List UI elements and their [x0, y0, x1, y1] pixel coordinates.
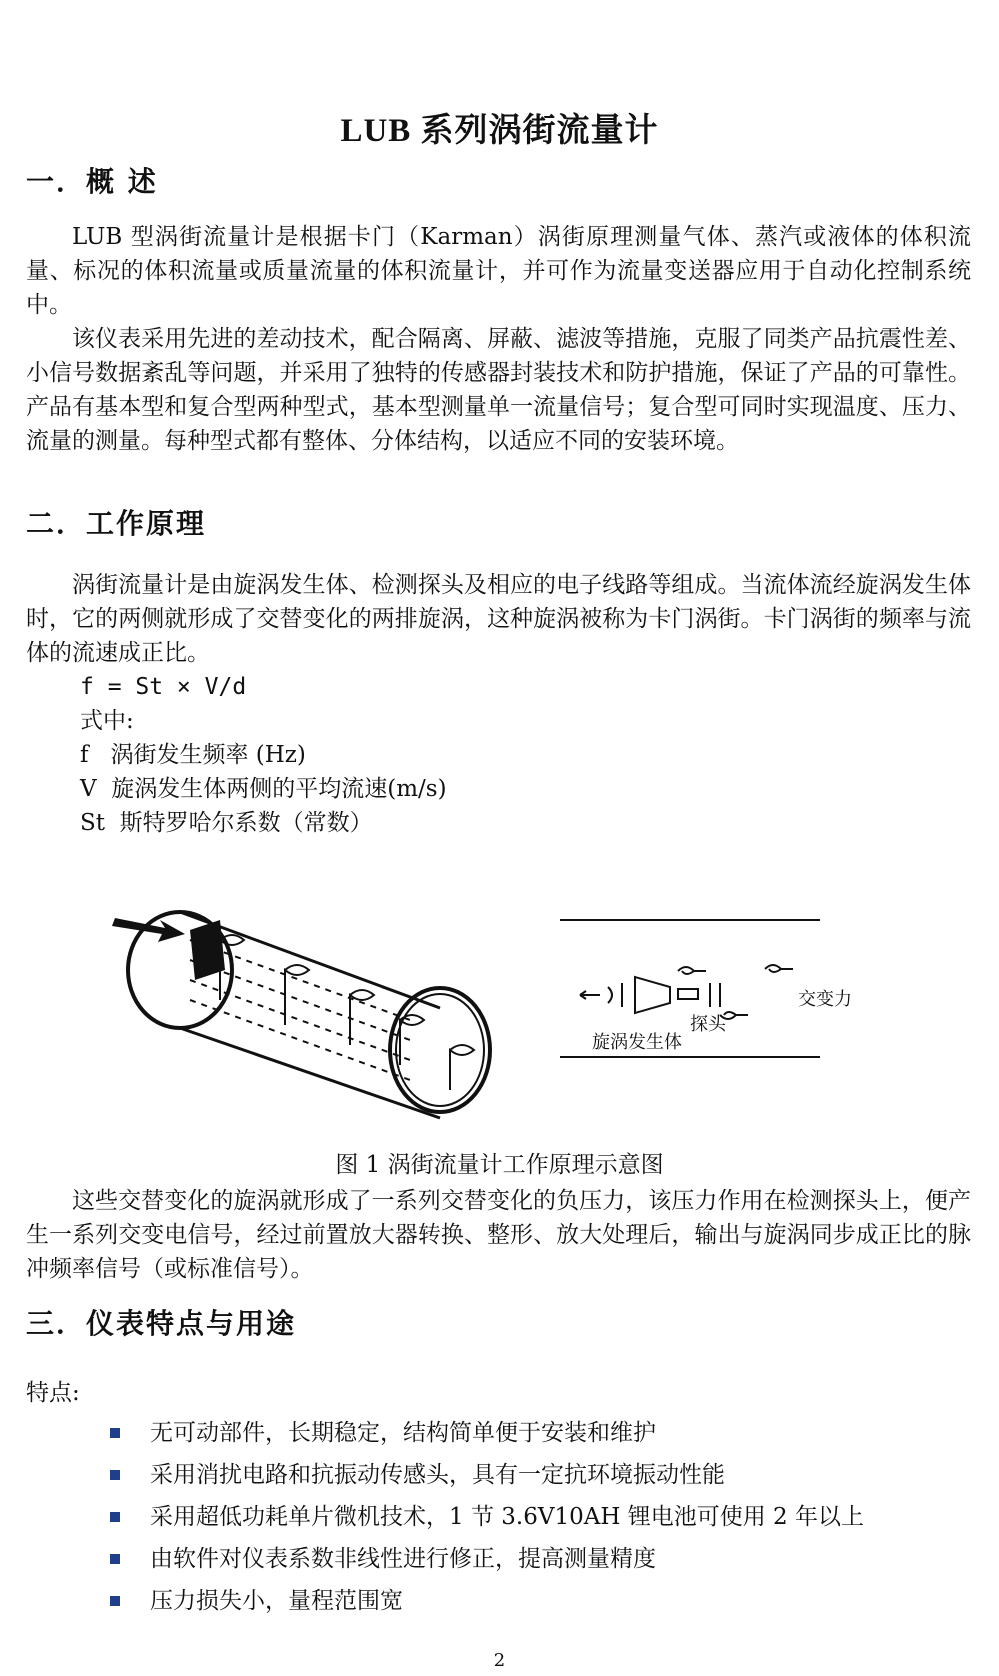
figure-label-probe: 探头	[690, 1014, 726, 1035]
bullet-icon	[110, 1512, 120, 1522]
paragraph-principle-2: 这些交替变化的旋涡就形成了一系列交替变化的负压力，该压力作用在检测探头上，便产生一系列交变电信号，经过前置放大器转换、整形、放大处理后，输出与旋涡同步成正比的脉冲频率信号（或标准信号）。	[26, 1188, 971, 1282]
figure-label-generator: 旋涡发生体	[592, 1032, 682, 1053]
definition-v: V 旋涡发生体两侧的平均流速(m/s)	[80, 776, 447, 802]
definition-f: f 涡街发生频率 (Hz)	[80, 742, 306, 768]
definition-st: St 斯特罗哈尔系数（常数）	[80, 810, 373, 836]
bullet-icon	[110, 1596, 120, 1606]
document-title: LUB 系列涡街流量计	[340, 113, 659, 149]
figure-caption: 图 1 涡街流量计工作原理示意图	[335, 1152, 664, 1178]
section-heading-overview: 一．概 述	[26, 165, 158, 198]
figure-label-force: 交变力	[798, 989, 852, 1010]
list-item: 采用超低功耗单片微机技术，1 节 3.6V10AH 锂电池可使用 2 年以上	[110, 1496, 864, 1538]
features-label: 特点:	[26, 1380, 80, 1406]
where-label: 式中:	[80, 708, 134, 734]
paragraph-overview-2: 该仪表采用先进的差动技术，配合隔离、屏蔽、滤波等措施，克服了同类产品抗震性差、小信号数据紊乱等问题，并采用了独特的传感器封装技术和防护措施，保证了产品的可靠性。产品有基本型和复合型两种型式，基本型测量单一流量信号；复合型可同时实现温度、压力、流量的测量。每种型式都有整体、分体结构，以适应不同的安装环境。	[26, 326, 971, 454]
list-item: 压力损失小，量程范围宽	[110, 1580, 864, 1622]
list-item: 无可动部件，长期稳定，结构简单便于安装和维护	[110, 1412, 864, 1454]
bullet-icon	[110, 1428, 120, 1438]
formula: f = St × V/d	[80, 674, 247, 700]
list-item: 采用消扰电路和抗振动传感头，具有一定抗环境振动性能	[110, 1454, 864, 1496]
bullet-icon	[110, 1470, 120, 1480]
page-number: 2	[493, 1650, 506, 1671]
paragraph-principle-1: 涡街流量计是由旋涡发生体、检测探头及相应的电子线路等组成。当流体流经旋涡发生体时，它的两侧就形成了交替变化的两排旋涡，这种旋涡被称为卡门涡街。卡门涡街的频率与流体的流速成正比。	[26, 572, 971, 666]
features-list	[110, 1412, 864, 1622]
section-heading-principle: 二．工作原理	[26, 507, 207, 540]
paragraph-overview-1: LUB 型涡街流量计是根据卡门（Karman）涡街原理测量气体、蒸汽或液体的体积流量、标况的体积流量或质量流量的体积流量计，并可作为流量变送器应用于自动化控制系统中。	[26, 224, 971, 318]
figure-pipe-illustration	[110, 900, 530, 1120]
list-item: 由软件对仪表系数非线性进行修正，提高测量精度	[110, 1538, 864, 1580]
section-heading-features: 三．仪表特点与用途	[26, 1307, 297, 1340]
bullet-icon	[110, 1554, 120, 1564]
